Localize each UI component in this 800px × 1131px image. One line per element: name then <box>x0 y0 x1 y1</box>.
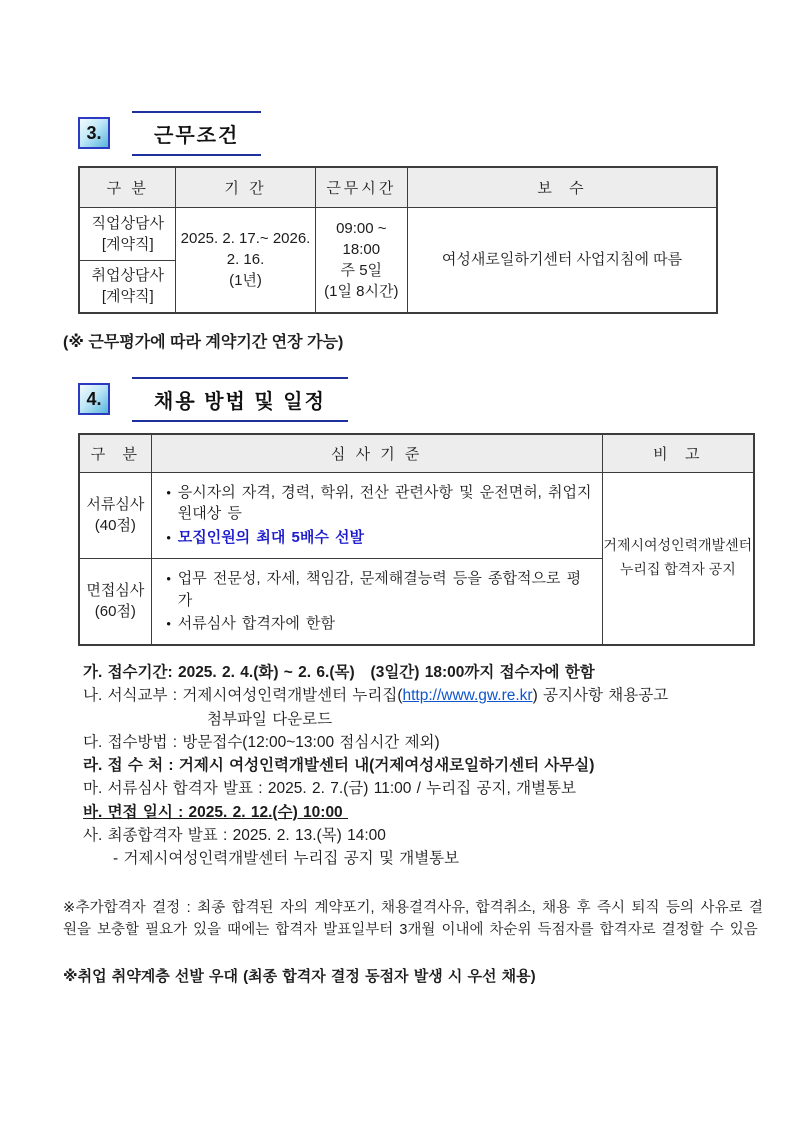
screening-name: 서류심사 <box>86 496 145 514</box>
item-text: 접수방법 : 방문접수(12:00~13:00 점심시간 제외) <box>102 733 440 751</box>
criteria-line <box>160 527 594 549</box>
list-item-na <box>83 684 755 707</box>
job-title: 취업상담사 <box>91 267 164 285</box>
table1-header-pay: 보 수 <box>408 167 717 207</box>
list-item-ba <box>83 801 755 824</box>
table2-header-criteria: 심 사 기 준 <box>151 434 602 472</box>
item-text: 서류심사 합격자 발표 : 2025. 2. 7.(금) 11:00 / 누리집 공지, 개별통보 <box>102 780 576 798</box>
table1-header-period: 기 간 <box>176 167 315 207</box>
notice-line: 거제시여성인력개발센터 <box>603 537 753 554</box>
screening-name: 면접심사 <box>86 582 145 600</box>
period-dates: 2025. 2. 17.~ 2026. 2. 16. <box>180 230 311 269</box>
list-item-sa-sub: - 거제시여성인력개발센터 누리집 공지 및 개별통보 <box>113 850 460 867</box>
list-item-na-line2: 첨부파일 다운로드 <box>207 710 333 728</box>
footnote-vulnerable-priority: ※취업 취약계층 선발 우대 (최종 합격자 결정 동점자 발생 시 우선 채용) <box>63 967 536 985</box>
table2-header-category: 구 분 <box>79 434 151 472</box>
contract-extension-note: (※ 근무평가에 따라 계약기간 연장 가능) <box>63 334 344 351</box>
item-text: 면접 일시 : 2025. 2. 12.(수) 10:00 <box>102 803 348 821</box>
cell-interview-criteria <box>151 558 602 645</box>
working-conditions-table <box>78 166 718 314</box>
section-3-title: 근무조건 <box>132 111 261 156</box>
cell-result-notice <box>602 472 754 645</box>
item-text: 접 수 처 : 거제시 여성인력개발센터 내(거제여성새로일하기센터 사무실) <box>102 757 595 774</box>
cell-document-criteria <box>151 472 602 558</box>
homepage-link[interactable]: http://www.gw.re.kr <box>402 687 533 705</box>
cell-document-screening <box>79 472 151 558</box>
period-duration: (1년) <box>229 272 262 290</box>
criteria-text: 서류심사 합격자에 한함 <box>177 615 335 633</box>
criteria-text: 업무 전문성, 자세, 책임감, 문제해결능력 등을 종합적으로 평가 <box>177 569 582 609</box>
bullet-icon: ● <box>166 487 172 497</box>
job-title: 직업상담사 <box>91 214 164 232</box>
table1-row-job-counselor <box>79 207 717 260</box>
job-type: [계약직] <box>101 288 154 306</box>
hours-per-day: (1일 8시간) <box>324 282 399 300</box>
item-label: 가. <box>83 664 103 681</box>
item-label: 바. <box>83 803 103 821</box>
schedule-list <box>83 661 755 870</box>
cell-working-hours <box>315 207 408 313</box>
interview-date-underlined <box>83 804 348 821</box>
hours-range: 09:00 ~ 18:00 <box>336 219 387 258</box>
criteria-line <box>160 613 594 635</box>
cell-employment-counselor <box>79 260 176 313</box>
cell-job-counselor <box>79 207 176 260</box>
item-label: 라. <box>83 757 103 774</box>
section-4-heading <box>78 379 755 419</box>
table2-row-document-screening <box>79 472 754 558</box>
item-text: 최종합격자 발표 : 2025. 2. 13.(목) 14:00 <box>102 826 386 844</box>
table1-header-hours: 근무시간 <box>315 167 408 207</box>
item-label: 사. <box>83 826 103 844</box>
list-item-ma <box>83 777 755 800</box>
footnote-additional-pass: ※추가합격자 결정 : 최종 합격된 자의 계약포기, 채용결격사유, 합격취소, 채용 후 즉시 퇴직 등의 사유로 결원을 보충할 필요가 있을 때에는 합격자 발표일부터 3개월 이내에 차순위 득점자를 합격자로 결정할 수 있음 <box>63 900 763 938</box>
cell-contract-period <box>176 207 315 313</box>
item-text: ) 공지사항 채용공고 <box>532 687 669 705</box>
list-item-ra <box>83 754 755 777</box>
criteria-line <box>160 568 594 612</box>
screening-points: (60점) <box>94 603 136 621</box>
item-label: 다. <box>83 733 103 751</box>
section-3-heading <box>78 113 755 153</box>
table1-header-row <box>79 167 717 207</box>
cell-pay: 여성새로일하기센터 사업지침에 따름 <box>408 207 717 313</box>
cell-interview <box>79 558 151 645</box>
bullet-icon: ● <box>166 573 172 583</box>
section-3-number-badge: 3. <box>78 117 110 149</box>
list-item-da <box>83 731 755 754</box>
table1-header-category: 구 분 <box>79 167 176 207</box>
item-label: 마. <box>83 780 103 798</box>
item-text: 접수기간: 2025. 2. 4.(화) ~ 2. 6.(목) (3일간) 18:00까지 접수자에 한함 <box>102 664 595 681</box>
hours-days: 주 5일 <box>340 261 383 279</box>
item-label: 나. <box>83 687 103 705</box>
criteria-text: 응시자의 자격, 경력, 학위, 전산 관련사항 및 운전면허, 취업지원대상 등 <box>177 483 592 523</box>
section-4-title: 채용 방법 및 일정 <box>132 377 348 422</box>
job-type: [계약직] <box>101 235 154 253</box>
bullet-icon: ● <box>166 619 172 629</box>
table2-header-row <box>79 434 754 472</box>
item-text: 서식교부 : 거제시여성인력개발센터 누리집( <box>102 687 403 705</box>
section-4-number-badge: 4. <box>78 383 110 415</box>
evaluation-table <box>78 433 755 646</box>
table2-header-note: 비 고 <box>602 434 754 472</box>
criteria-text-highlight: 모집인원의 최대 5배수 선발 <box>177 529 364 546</box>
screening-points: (40점) <box>94 517 136 535</box>
notice-line: 누리집 합격자 공지 <box>619 561 736 578</box>
criteria-line <box>160 482 594 526</box>
bullet-icon: ● <box>166 533 172 542</box>
list-item-ga <box>83 661 755 684</box>
list-item-sa <box>83 824 755 847</box>
